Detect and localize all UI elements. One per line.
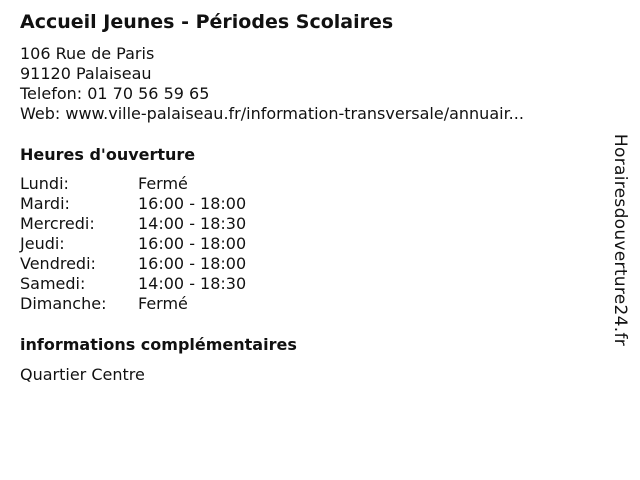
hours-value: 14:00 - 18:30 [138,274,247,293]
postal-city: 91120 Palaiseau [20,64,152,83]
hours-value: 14:00 - 18:30 [138,214,247,233]
day-label: Mardi: [20,194,70,213]
day-label: Jeudi: [20,234,65,253]
street-address: 106 Rue de Paris [20,44,155,63]
additional-info-text: Quartier Centre [20,365,145,384]
day-label: Samedi: [20,274,86,293]
day-label: Lundi: [20,174,69,193]
hours-value: 16:00 - 18:00 [138,234,247,253]
opening-hours-heading: Heures d'ouverture [20,145,196,164]
day-label: Vendredi: [20,254,96,273]
day-label: Dimanche: [20,294,107,313]
phone-number[interactable]: Telefon: 01 70 56 59 65 [20,84,210,103]
hours-value: 16:00 - 18:00 [138,194,247,213]
page-title: Accueil Jeunes - Périodes Scolaires [20,11,394,33]
hours-value: 16:00 - 18:00 [138,254,247,273]
website-link[interactable]: Web: www.ville-palaiseau.fr/information-transversale/annuair... [20,104,524,123]
address-block [20,44,524,124]
hours-value: Fermé [138,174,188,193]
site-watermark: Horairesdouverture24.fr [610,133,630,347]
day-label: Mercredi: [20,214,95,233]
additional-info-heading: informations complémentaires [20,335,297,354]
hours-value: Fermé [138,294,188,313]
